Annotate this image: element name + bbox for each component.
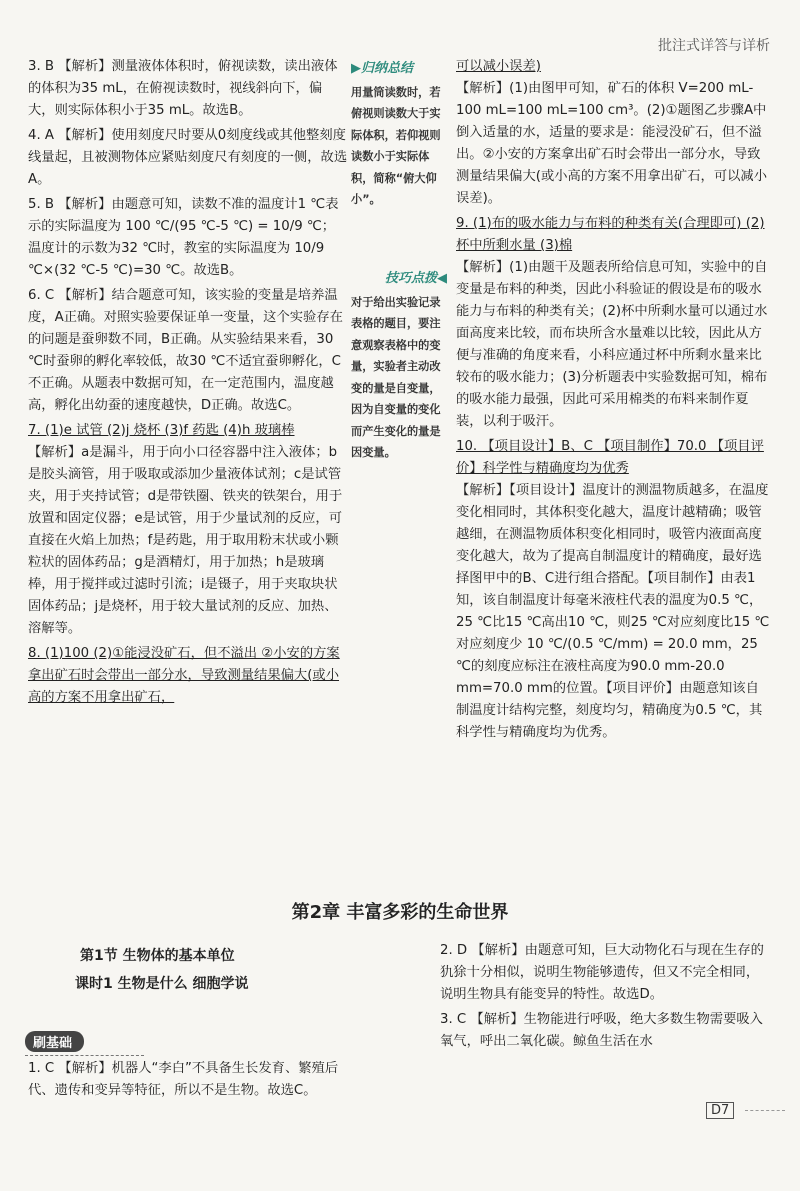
- page-number: D7: [706, 1102, 734, 1119]
- bottom-left: [28, 1058, 348, 1102]
- bottom-right: [440, 940, 770, 1053]
- page-header: 批注式详答与详析: [658, 38, 770, 54]
- chapter-title: 第2章 丰富多彩的生命世界: [291, 902, 509, 923]
- left-column: [28, 56, 348, 709]
- lesson-title: 课时1 生物是什么 细胞学说: [75, 976, 249, 992]
- answer-6: 6. C 【解析】结合题意可知，该实验的变量是培养温度，A正确。对照实验要保证单一变量，这个实验存在的问题是蚕卵数不同，B正确。从实验结果来看，30 ℃时蚕卵的孵化率较低，故30 ℃不适宜蚕卵孵化，C不正确。从题表中数据可知，在一定范围内，温度越高，孵化出幼蚕的速度越快，D正确。故选C。: [28, 288, 343, 413]
- answer-10-analysis: 【解析】【项目设计】温度计的测温物质越多，在温度变化相同时，其体积变化越大，温度计越精确；吸管越细，在测温物质体积变化相同时，吸管内液面高度变化越大，故为了提高自制温度计的精确度，最好选择图甲中的B、C进行组合搭配。【项目制作】由表1知，该自制温度计每毫米液柱代表的温度为0.5 ℃，25 ℃比15 ℃高出10 ℃，则25 ℃对应刻度比15 ℃对应刻度少 10 ℃/(0.5 ℃/mm) = 20.0 mm，25 ℃的刻度应标注在液柱高度为90.0 mm-20.0 mm=70.0 mm的位置。【项目评价】由题意知该自制温度计结构完整，刻度均匀，精确度为0.5 ℃，其科学性与精确度均为优秀。: [456, 483, 770, 740]
- tip-text: 对于给出实验记录表格的题目，要注意观察表格中的变量，实验者主动改变的量是自变量，因为自变量的变化而产生变化的量是因变量。: [351, 295, 441, 459]
- answer-8-analysis: 【解析】(1)由图甲可知，矿石的体积 V=200 mL-100 mL=100 mL=100 cm³。(2)①题图乙步骤A中倒入适量的水，适量的要求是：能浸没矿石，但不溢出。②小安的方案拿出矿石时会带出一部分水，导致测量结果偏大(或小高的方案不用拿出矿石，可以减小误差)。: [456, 81, 768, 206]
- answer-9: 9. (1)布的吸水能力与布料的种类有关(合理即可) (2)杯中所剩水量 (3)棉: [456, 216, 765, 253]
- basic-badge: 刷基础: [25, 1031, 84, 1052]
- answer-8-cont: 可以减小误差): [456, 59, 541, 74]
- summary-tag: ▶归纳总结: [351, 61, 413, 76]
- answer-3b: 3. C 【解析】生物能进行呼吸，绝大多数生物需要吸入氧气，呼出二氧化碳。鲸鱼生活在水: [440, 1012, 763, 1049]
- tip-note: [351, 268, 447, 464]
- divider: [745, 1110, 785, 1111]
- answer-9-analysis: 【解析】(1)由题干及题表所给信息可知，实验中的自变量是布料的种类，因此小科验证的假设是布的吸水能力与布料的种类有关；(2)杯中所剩水量可以通过水面高度来比较，而布块所含水量难以比较，因此从方便与准确的角度来看，小科应通过杯中所剩水量来比较布的吸水能力；(3)分析题表中实验数据可知，棉布的吸水能力最强，因此可采用棉类的布料来制作夏装，以利于吸汗。: [456, 260, 768, 429]
- answer-5: 5. B 【解析】由题意可知，读数不准的温度计1 ℃表示的实际温度为 100 ℃/(95 ℃-5 ℃) = 10/9 ℃；温度计的示数为32 ℃时，教室的实际温度为 10/9 ℃×(32 ℃-5 ℃)=30 ℃。故选B。: [28, 197, 339, 278]
- answer-7: 7. (1)e 试管 (2)j 烧杯 (3)f 药匙 (4)h 玻璃棒: [28, 423, 295, 438]
- summary-note: [351, 58, 447, 211]
- answer-2: 2. D 【解析】由题意可知，巨大动物化石与现在生存的犰狳十分相似，说明生物能够遗传，但又不完全相同，说明生物具有能变异的特性。故选D。: [440, 943, 764, 1002]
- tip-tag: 技巧点拨◀: [385, 271, 447, 286]
- answer-7-analysis: 【解析】a是漏斗，用于向小口径容器中注入液体；b是胶头滴管，用于吸取或添加少量液体试剂；c是试管夹，用于夹持试管；d是带铁圈、铁夹的铁架台，用于放置和固定仪器；e是试管，用于少量试剂的反应，可直接在火焰上加热；f是药匙，用于取用粉末状或小颗粒状的固体药品；g是酒精灯，用于加热；h是玻璃棒，用于搅拌或过滤时引流；i是镊子，用于夹取块状固体药品；j是烧杯，用于较大量试剂的反应、加热、溶解等。: [28, 445, 343, 636]
- section-title: 第1节 生物体的基本单位: [80, 948, 235, 964]
- answer-1: 1. C 【解析】机器人“李白”不具备生长发育、繁殖后代、遗传和变异等特征，所以不是生物。故选C。: [28, 1061, 339, 1098]
- answer-8: 8. (1)100 (2)①能浸没矿石，但不溢出 ②小安的方案拿出矿石时会带出一部分水，导致测量结果偏大(或小高的方案不用拿出矿石，: [28, 646, 340, 705]
- answer-4: 4. A 【解析】使用刻度尺时要从0刻度线或其他整刻度线量起，且被测物体应紧贴刻度尺有刻度的一侧，故选A。: [28, 128, 348, 187]
- right-column: [456, 56, 771, 744]
- answer-10: 10. 【项目设计】B、C 【项目制作】70.0 【项目评价】科学性与精确度均为优秀: [456, 439, 764, 476]
- summary-text: 用量筒读数时，若俯视则读数大于实际体积，若仰视则读数小于实际体积，简称“俯大仰小”。: [351, 85, 441, 206]
- answer-3: 3. B 【解析】测量液体体积时，俯视读数，读出液体的体积为35 mL，在俯视读数时，视线斜向下，偏大，则实际体积小于35 mL。故选B。: [28, 59, 338, 118]
